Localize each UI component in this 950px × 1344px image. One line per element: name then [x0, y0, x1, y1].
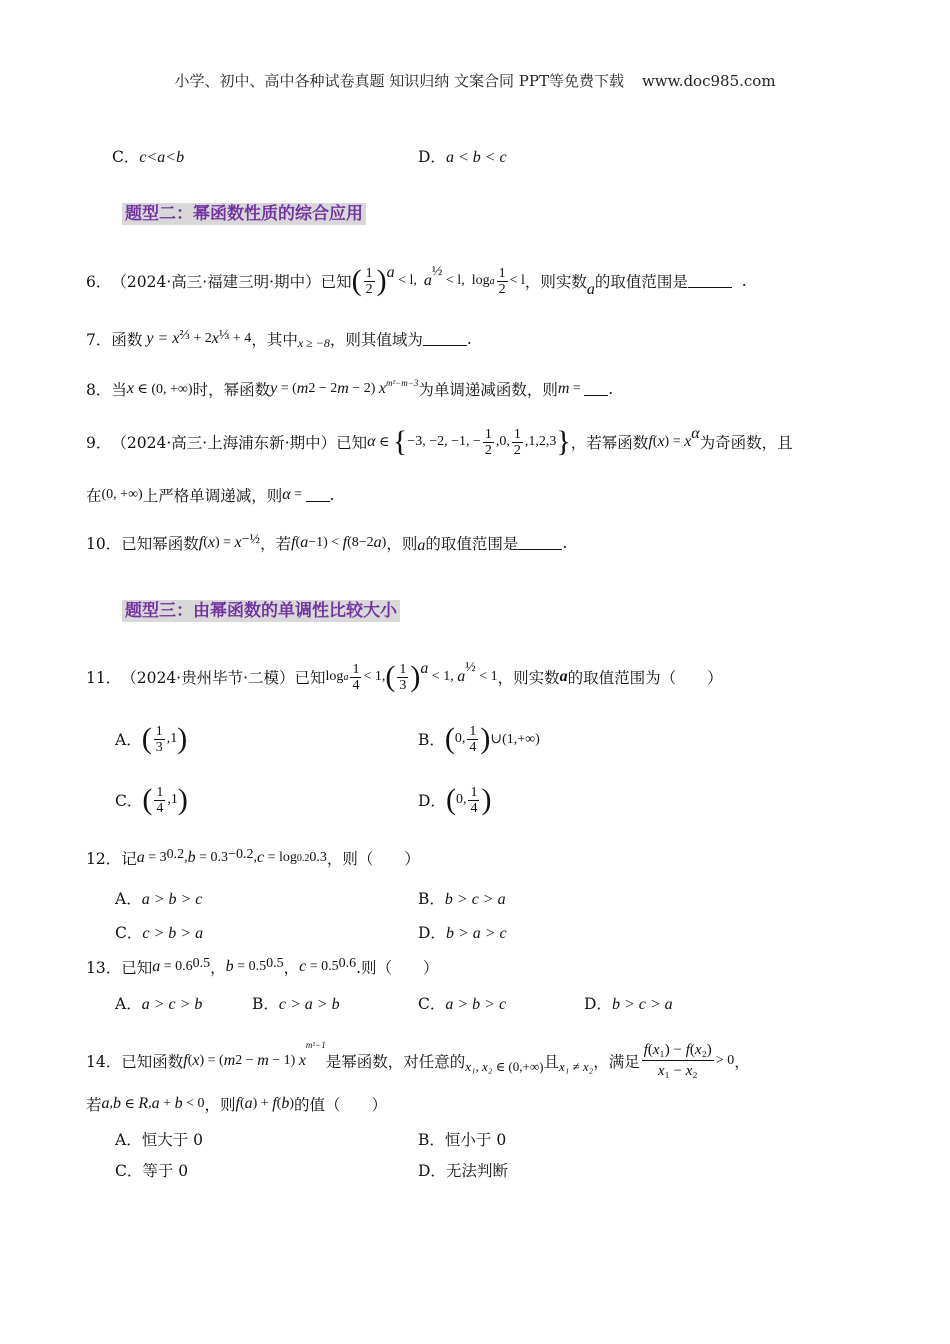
q12-option-b[interactable]: B．b > c > a [418, 890, 506, 908]
question-13: 13． 已知 a = 0.6 0.5 ， b = 0.5 0.5 ， c = 0.5 0.6 .则（ ） [86, 956, 439, 977]
question-7: 7． 函数 y = x ⅔ + 2 x ⅓ + 4 ，其中 x ≥ −8 ，则其值域为 . [86, 328, 472, 350]
q12-option-a[interactable]: A．a > b > c [115, 890, 203, 908]
q13-option-b[interactable]: B．c > a > b [252, 995, 340, 1013]
q12-option-c[interactable]: C．c > b > a [115, 924, 204, 942]
page-header [0, 70, 950, 91]
q11-option-c[interactable]: C． ( $\frac{1}{4}$ ,1 ) [115, 783, 188, 816]
q14-option-b[interactable]: B．恒小于 0 [418, 1131, 507, 1149]
question-10: 10． 已知幂函数 f ( x ) = x −½ ，若 f ( a −1) < f (8−2 a ) ，则 a 的取值范围是 . [86, 532, 568, 554]
q9-answer-blank[interactable] [306, 489, 330, 502]
question-8: 8． 当 x ∈ (0, +∞) 时，幂函数 y = ( m 2 − 2 m − 2) x $^{m^2-m-3}$ 为单调递减函数，则 m = . [86, 378, 614, 399]
q13-option-c[interactable]: C．a > b > c [418, 995, 507, 1013]
question-6: 6． （2024·高三·福建三明·期中）已知 ( $\frac{1}{2}$ ) a < l, a ½ < l, log a $\frac{1}{2}$ < l ，则实数 a 的取值范围是 . [86, 264, 747, 298]
q11-option-a[interactable]: A． ( $\frac{1}{3}$ ,1 ) [115, 722, 188, 755]
question-14: 14． 已知函数 f ( x ) = ( m 2 − m − 1) x m²−1 是幂函数，对任意的 x₁, x₂ ∈ (0,+∞) 且 x₁ ≠ x₂ ，满足 $\frac{\text{f(x₁) − f(x₂)}}{\text{x₁ − x₂}}$ > 0 ， [86, 1040, 750, 1079]
q12-option-d[interactable]: D．b > a > c [418, 924, 507, 942]
question-11: 11． （2024·贵州毕节·二模）已知 log a $\frac{1}{4}$ < 1, ( $\frac{1}{3}$ ) a < 1, a ½ < 1 ，则实数 a 的取值范围为（ ） [86, 660, 723, 693]
q13-option-d[interactable]: D．b > c > a [584, 995, 673, 1013]
header-left: 小学、初中、高中各种试卷真题 知识归纳 文案合同 PPT等免费下载 [174, 72, 624, 90]
q14-option-a[interactable]: A．恒大于 0 [115, 1131, 203, 1149]
question-9-line-2: 在 (0, +∞) 上严格单调递减，则 α = . [86, 486, 335, 505]
q6-answer-blank[interactable] [688, 275, 732, 288]
q14-option-d[interactable]: D．无法判断 [418, 1162, 508, 1180]
q14-option-c[interactable]: C．等于 0 [115, 1162, 189, 1180]
question-9: 9． （2024·高三·上海浦东新·期中）已知 α ∈ { −3, −2, −1, − $\frac{1}{2}$ ,0, $\frac{1}{2}$ ,1,2,3 } ，若幂函数 f ( x ) = x α 为奇函数，且 [86, 425, 793, 458]
section-title-3: 题型三：由幂函数的单调性比较大小 [122, 596, 400, 621]
question-14-line-2: 若 a , b ∈ R , a + b < 0 ，则 f ( a ) + f ( b ) 的值（ ） [86, 1095, 387, 1114]
q11-option-d[interactable]: D． ( 0, $\frac{1}{4}$ ) [418, 783, 492, 816]
q13-option-a[interactable]: A．a > c > b [115, 995, 203, 1013]
q8-answer-blank[interactable] [584, 383, 608, 396]
section-title-2: 题型二：幂函数性质的综合应用 [122, 199, 366, 224]
q11-option-b[interactable]: B． ( 0, $\frac{1}{4}$ ) ∪(1,+∞) [418, 722, 540, 755]
q7-answer-blank[interactable] [423, 333, 467, 346]
q5-option-c[interactable]: C．c<a<b [112, 148, 185, 166]
q5-option-d[interactable]: D．a < b < c [418, 148, 507, 166]
q10-answer-blank[interactable] [518, 537, 562, 550]
question-12: 12． 记 a = 3 0.2 , b = 0.3 −0.2 , c = log 0.2 0.3 ，则（ ） [86, 847, 420, 868]
header-url: www.doc985.com [641, 72, 776, 90]
